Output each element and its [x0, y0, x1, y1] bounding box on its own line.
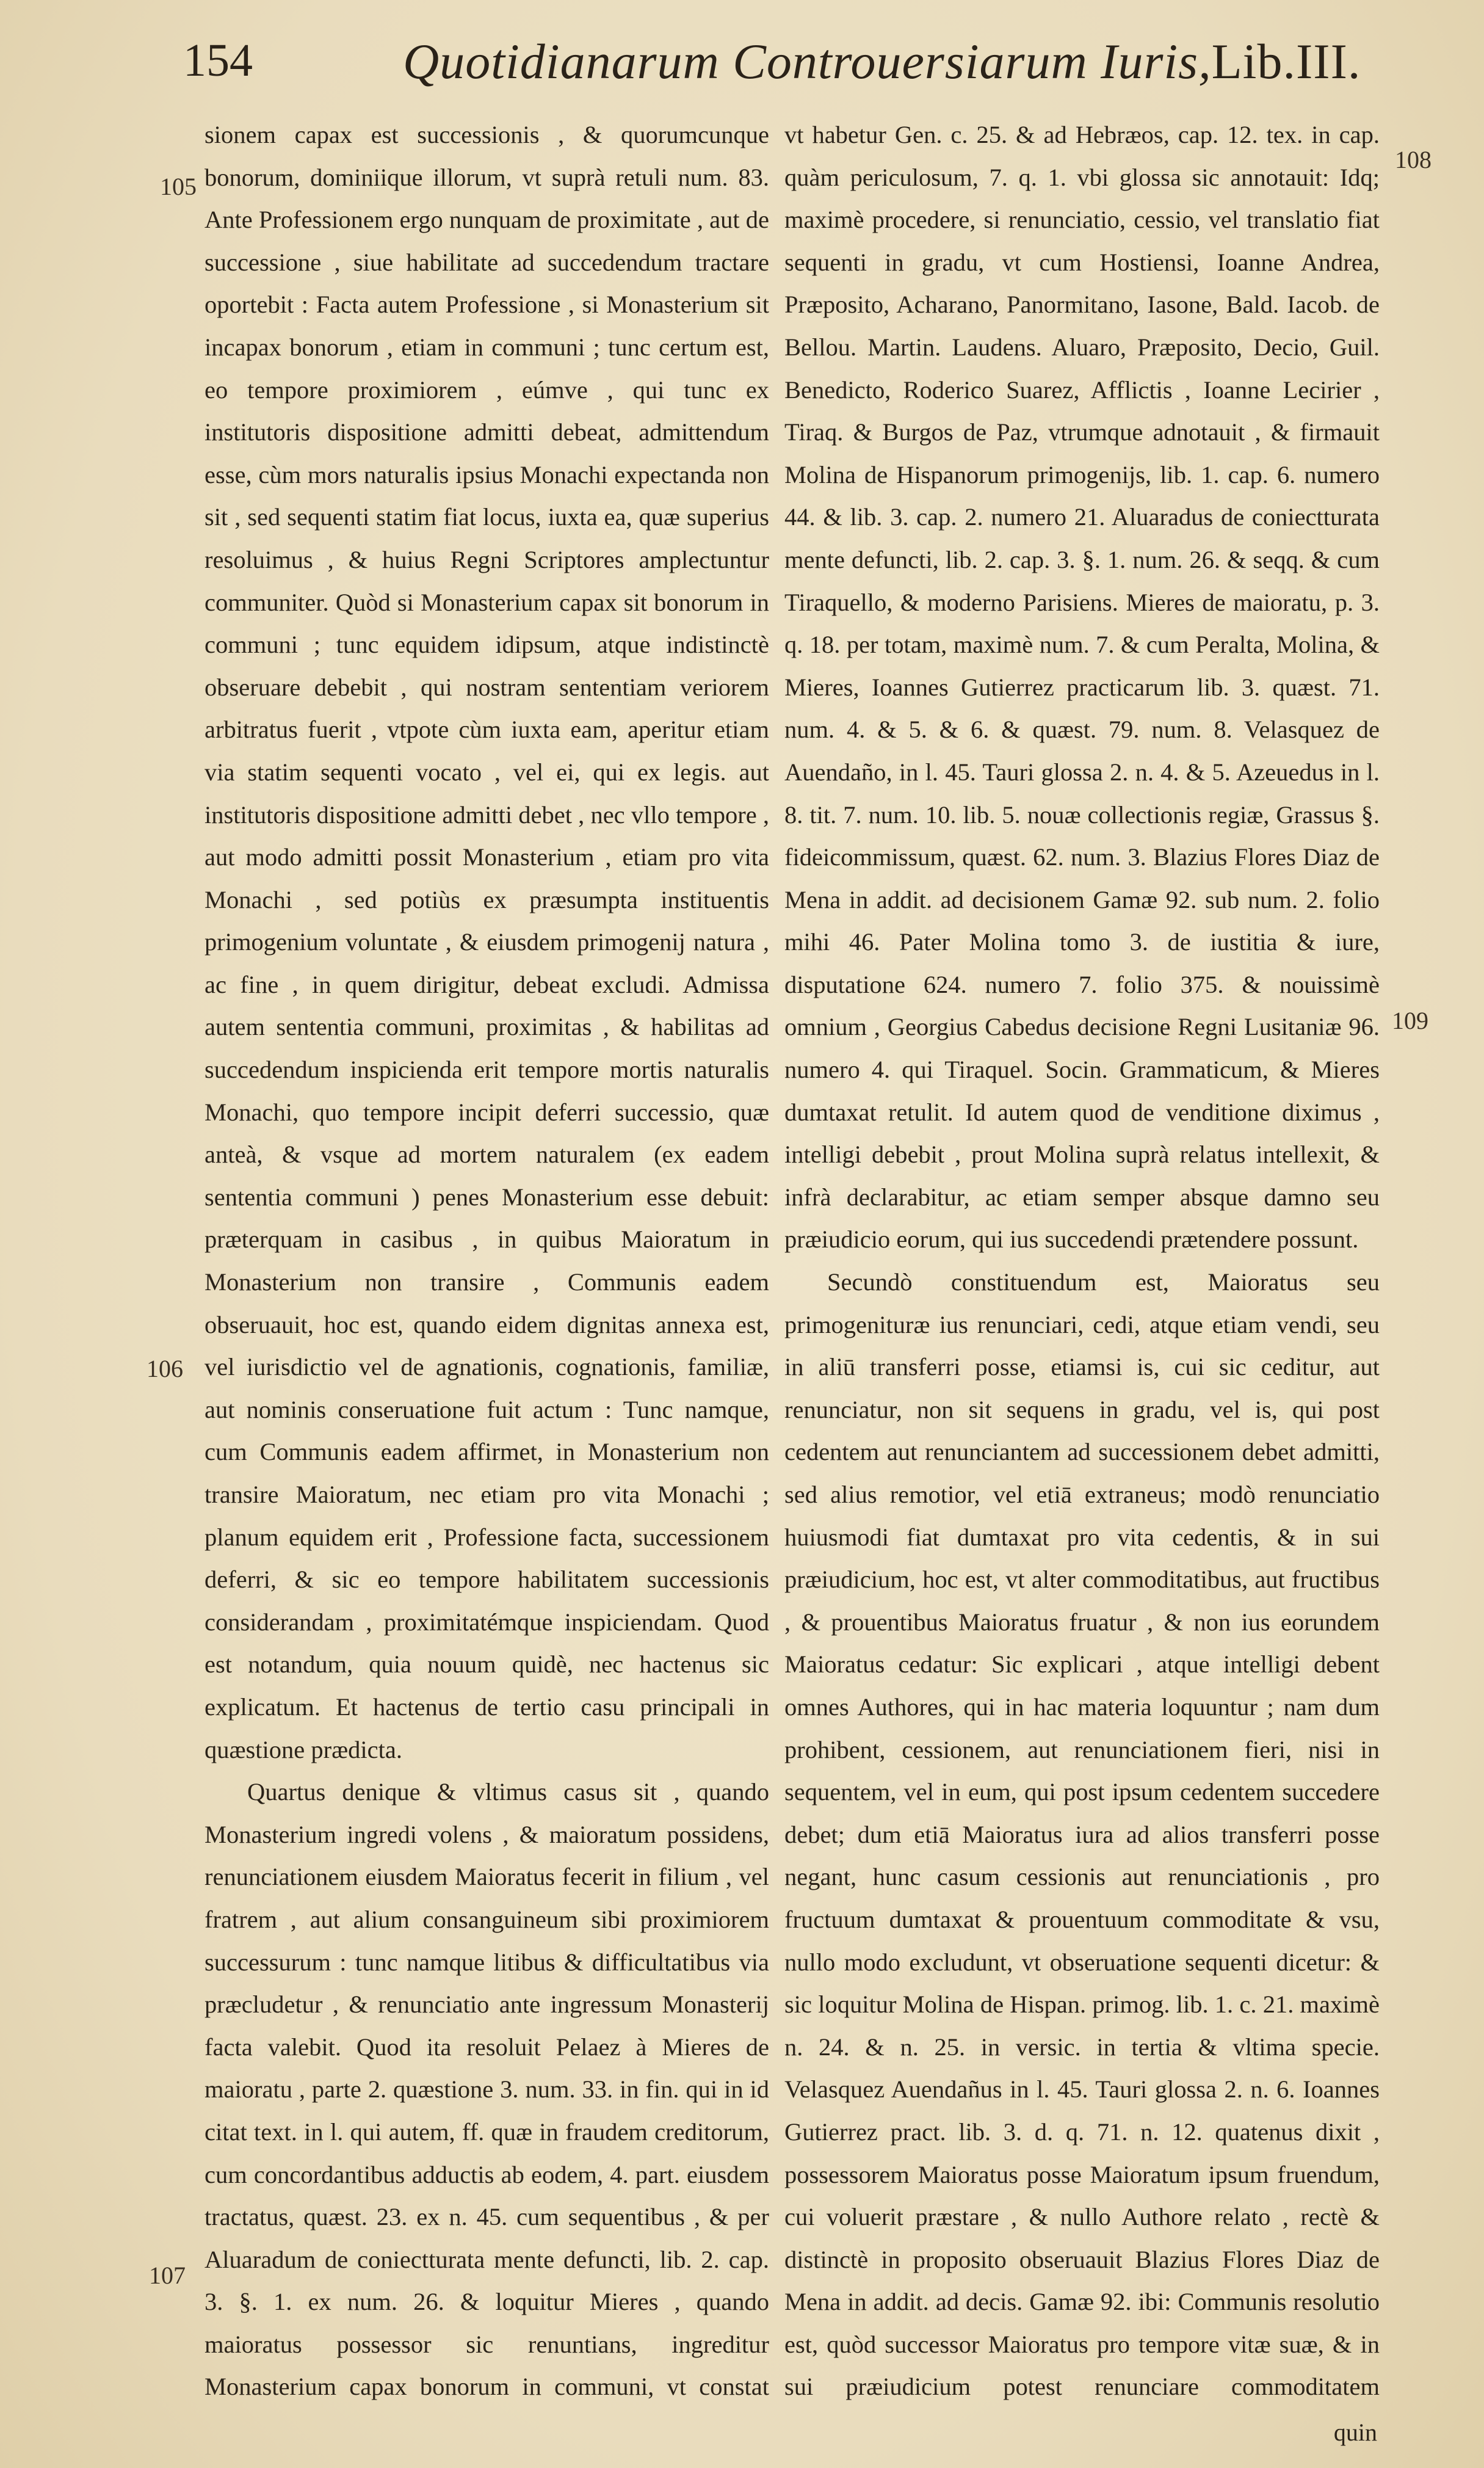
margin-number-107: 107 — [149, 2262, 186, 2289]
catchword: quin — [1333, 2419, 1377, 2446]
right-paragraph-2: Secundò constituendum est, Maioratus seu primogenituræ ius renunciari, cedi, atque etiam vendi, seu in aliū transferri posse, etiamsi is, cui sic ceditur, aut renunciatur, non sit sequens in gradu, vel is, qui post cedentem aut renunciantem ad successionem debet admitti, sed alius remotior, vel etiā extraneus; modò renunciatio huiusmodi fiat dumtaxat pro vita cedentis, & in sui præiudicium, hoc est, vt alter commoditatibus, aut fructibus , & prouentibus Maioratus fruatur , & non ius eorundem Maioratus cedatur: Sic explicari , atque intelligi debent omnes Authores, qui in hac materia loquuntur ; nam dum prohibent, cessionem, aut renunciationem fieri, nisi in sequentem, vel in eum, qui post ipsum cedentem succedere debet; dum etiā Maioratus iura ad alios transferri posse negant, hunc casum cessionis aut renunciationis , pro fructuum dumtaxat & prouentuum commoditate & vsu, nullo modo excludunt, vt obseruatione sequenti dicetur: & sic loquitur Molina de Hispan. primog. lib. 1. c. 21. maximè n. 24. & n. 25. in versic. in tertia & vltima specie. Velasquez Auendañus in l. 45. Tauri glossa 2. n. 6. Ioannes Gutierrez pract. lib. 3. d. q. 71. n. 12. quatenus dixit , possessorem Maioratus posse Maioratum ipsum fruendum, cui voluerit præstare , & nullo Authore relato , rectè & distinctè in proposito obseruauit Blazius Flores Diaz de Mena in addit. ad decis. Gamæ 92. ibi: Communis resolutio est, quòd successor Maioratus pro tempore vitæ suæ, & in sui præiudicium potest renunciare commoditatem — [784, 1268, 1380, 2401]
margin-number-109: 109 — [1392, 1007, 1428, 1034]
left-paragraph-1: sionem capax est successionis , & quorumcunque bonorum, dominiique illorum, vt suprà retuli num. 83. Ante Professionem ergo nunquam de proximitate , aut de successione , siue habilitate ad succedendum tractare oportebit : Facta autem Professione , si Monasterium sit incapax bonorum , etiam in communi ; tunc certum est, eo tempore proximiorem , eúmve , qui tunc ex institutoris dispositione admitti debeat, admittendum esse, cùm mors naturalis ipsius Monachi expectanda non sit , sed sequenti statim fiat locus, iuxta ea, quæ superius resoluimus , & huius Regni Scriptores amplectuntur communiter. Quòd si Monasterium capax sit bonorum in communi ; tunc equidem idipsum, atque indistinctè obseruare debebit , qui nostram sententiam veriorem arbitratus fuerit , vtpote cùm iuxta eam, aperitur etiam via statim sequenti vocato , vel ei, qui ex legis. aut institutoris dispositione admitti debet , nec vllo tempore , aut modo admitti possit Monasterium , etiam pro vita Monachi , sed potiùs ex præsumpta instituentis primogenium voluntate , & eiusdem primogenij natura , ac fine , in quem dirigitur, debeat excludi. Admissa autem sententia communi, proximitas , & habilitas ad succedendum inspicienda erit tempore mortis naturalis Monachi, quo tempore incipit deferri successio, quæ anteà, & vsque ad mortem naturalem (ex eadem sententia communi ) penes Monasterium esse debuit: præterquam in casibus , in quibus Maioratum in Monasterium non transire , Communis eadem obseruauit, hoc est, quando eidem dignitas annexa est, vel iurisdictio vel de agnationis, cognationis, familiæ, aut nominis conseruatione fuit actum : Tunc namque, cum Communis eadem affirmet, in Monasterium non transire Maioratum, nec etiam pro vita Monachi ; planum equidem erit , Professione facta, successionem deferri, & sic eo tempore habilitatem successionis considerandam , proximitatémque inspiciendam. Quod est notandum, quia nouum quidè, nec hactenus sic explicatum. Et hactenus de tertio casu principali in quæstione prædicta. — [205, 121, 769, 1763]
margin-number-106: 106 — [147, 1355, 183, 1382]
running-title — [403, 33, 1361, 90]
margin-number-105: 105 — [160, 173, 197, 200]
margin-number-108: 108 — [1395, 146, 1432, 173]
running-header — [183, 31, 1361, 98]
right-column — [784, 114, 1380, 2409]
left-paragraph-2: Quartus denique & vltimus casus sit , quando Monasterium ingredi volens , & maioratum possidens, renunciationem eiusdem Maioratus fecerit in filium , vel fratrem , aut alium consanguineum sibi proximiorem successurum : tunc namque litibus & difficultatibus via præcludetur , & renunciatio ante ingressum Monasterij facta valebit. Quod ita resoluit Pelaez à Mieres de maioratu , parte 2. quæstione 3. num. 33. in fin. qui in id citat text. in l. qui autem, ff. quæ in fraudem creditorum, cum concordantibus adductis ab eodem, 4. part. eiusdem tractatus, quæst. 23. ex n. 45. cum sequentibus , & per Aluaradum de coniectturata mente defuncti, lib. 2. cap. 3. §. 1. ex num. 26. & loquitur Mieres , quando maioratus possessor sic renuntians, ingreditur Monasterium capax bonorum in communi, vt constat — [205, 1778, 769, 2401]
running-title-text: Quotidianarum Controuersiarum Iuris, — [403, 34, 1212, 89]
page-number: 154 — [183, 35, 253, 86]
left-column — [205, 114, 769, 2409]
book-number: Lib.III. — [1211, 34, 1361, 89]
right-paragraph-1: vt habetur Gen. c. 25. & ad Hebræos, cap. 12. tex. in cap. quàm periculosum, 7. q. 1. vbi glossa sic annotauit: Idq; maximè procedere, si renunciatio, cessio, vel translatio fiat sequenti in gradu, vt cum Hostiensi, Ioanne Andrea, Præposito, Acharano, Panormitano, Iasone, Bald. Iacob. de Bellou. Martin. Laudens. Aluaro, Præposito, Decio, Guil. Benedicto, Roderico Suarez, Afflictis , Ioanne Lecirier , Tiraq. & Burgos de Paz, vtrumque adnotauit , & firmauit Molina de Hispanorum primogenijs, lib. 1. cap. 6. numero 44. & lib. 3. cap. 2. numero 21. Aluaradus de coniectturata mente defuncti, lib. 2. cap. 3. §. 1. num. 26. & seqq. & cum Tiraquello, & moderno Parisiens. Mieres de maioratu, p. 3. q. 18. per totam, maximè num. 7. & cum Peralta, Molina, & Mieres, Ioannes Gutierrez practicarum lib. 3. quæst. 71. num. 4. & 5. & 6. & quæst. 79. num. 8. Velasquez de Auendaño, in l. 45. Tauri glossa 2. n. 4. & 5. Azeuedus in l. 8. tit. 7. num. 10. lib. 5. nouæ collectionis regiæ, Grassus §. fideicommissum, quæst. 62. num. 3. Blazius Flores Diaz de Mena in addit. ad decisionem Gamæ 92. sub num. 2. folio mihi 46. Pater Molina tomo 3. de iustitia & iure, disputatione 624. numero 7. folio 375. & nouissimè omnium , Georgius Cabedus decisione Regni Lusitaniæ 96. numero 4. qui Tiraquel. Socin. Grammaticum, & Mieres dumtaxat retulit. Id autem quod de venditione diximus , intelligi debebit , prout Molina suprà relatus intellexit, & infrà declarabitur, ac etiam semper absque damno seu præiudicio eorum, qui ius succedendi prætendere possunt. — [784, 121, 1380, 1254]
